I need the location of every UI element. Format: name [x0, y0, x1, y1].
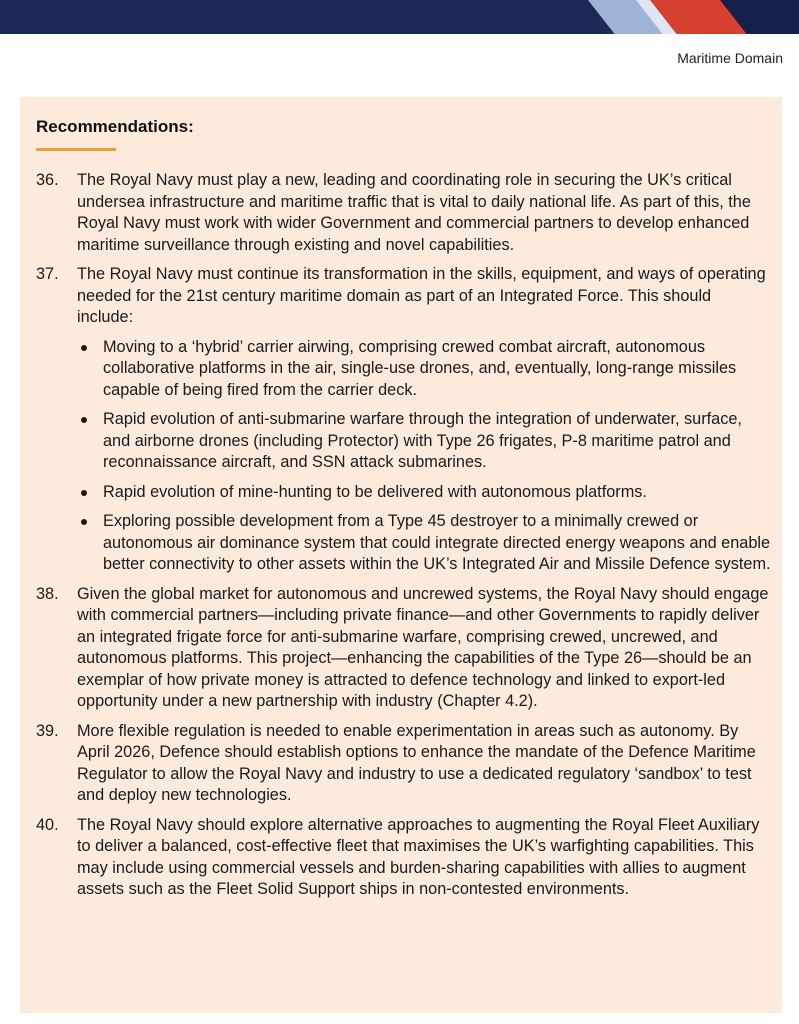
bullet-item — [77, 409, 771, 474]
bullet-dot-icon — [81, 490, 87, 496]
bullet-dot-icon — [81, 417, 87, 423]
recommendation-40 — [36, 815, 771, 901]
bullet-text: Rapid evolution of mine-hunting to be delivered with autonomous platforms. — [103, 482, 647, 501]
item-text: The Royal Navy must continue its transformation in the skills, equipment, and ways of operating needed for the 21st century maritime domain as part of an Integrated Force. This should include: — [77, 265, 766, 326]
item-text: The Royal Navy should explore alternative approaches to augmenting the Royal Fleet Auxiliary to deliver a balanced, cost-effective fleet that maximises the UK’s warfighting capabilities. This may include using commercial vessels and burden-sharing capabilities with allies to augment assets such as the Fleet Solid Support ships in non-contested environments. — [77, 815, 760, 898]
bullet-dot-icon — [81, 519, 87, 525]
recommendation-39 — [36, 721, 771, 807]
heading-underline — [36, 148, 116, 151]
bullet-text: Moving to a ‘hybrid’ carrier airwing, comprising crewed combat aircraft, autonomous collaborative platforms in the air, single-use drones, and, eventually, long-range missiles capable of being fired from the carrier deck. — [103, 337, 737, 399]
item-text: More flexible regulation is needed to enable experimentation in areas such as autonomy. By April 2026, Defence should establish options to enhance the mandate of the Defence Maritime Regulator to allow the Royal Navy and industry to use a dedicated regulatory ‘sandbox’ to test and deploy new technologies. — [77, 721, 756, 804]
item-number: 37. — [36, 265, 59, 283]
item-text: Given the global market for autonomous and uncrewed systems, the Royal Navy should engage with commercial partners—including private finance—and other Governments to rapidly deliver an integrated frigate force for anti-submarine warfare, comprising crewed, uncrewed, and autonomous platforms. This project—enhancing the capabilities of the Type 26—should be an exemplar of how private money is attracted to defence technology and linked to export-led opportunity under a new partnership with industry (Chapter 4.2). — [77, 584, 769, 710]
recommendations-panel — [20, 97, 782, 1013]
recommendation-38 — [36, 584, 771, 713]
recommendation-list — [36, 170, 771, 909]
header-banner — [0, 0, 799, 34]
bullet-text: Exploring possible development from a Type 45 destroyer to a minimally crewed or autonomous air dominance system that could integrate directed energy weapons and enable better connectivity to other assets within the UK’s Integrated Air and Missile Defence system. — [103, 512, 771, 573]
item-number: 40. — [36, 815, 59, 834]
recommendation-36 — [36, 170, 771, 256]
bullet-item — [77, 511, 771, 576]
section-title: Maritime Domain — [677, 50, 783, 66]
item-text: The Royal Navy must play a new, leading and coordinating role in securing the UK’s critical undersea infrastructure and maritime traffic that is vital to daily national life. As part of this, the Royal Navy must work with wider Government and commercial partners to develop enhanced maritime surveillance through existing and novel capabilities. — [77, 171, 751, 254]
sub-bullet-list — [77, 337, 771, 576]
bullet-item — [77, 482, 771, 504]
item-number: 38. — [36, 584, 59, 603]
item-number: 39. — [36, 721, 59, 740]
bullet-dot-icon — [81, 345, 87, 351]
bullet-text: Rapid evolution of anti-submarine warfare through the integration of underwater, surface, and airborne drones (including Protector) with Type 26 frigates, P-8 maritime patrol and reconnaissance aircraft, and SSN attack submarines. — [103, 410, 742, 471]
bullet-item — [77, 337, 771, 402]
panel-heading: Recommendations: — [36, 117, 194, 136]
recommendation-37 — [36, 264, 771, 576]
item-number: 36. — [36, 171, 59, 189]
